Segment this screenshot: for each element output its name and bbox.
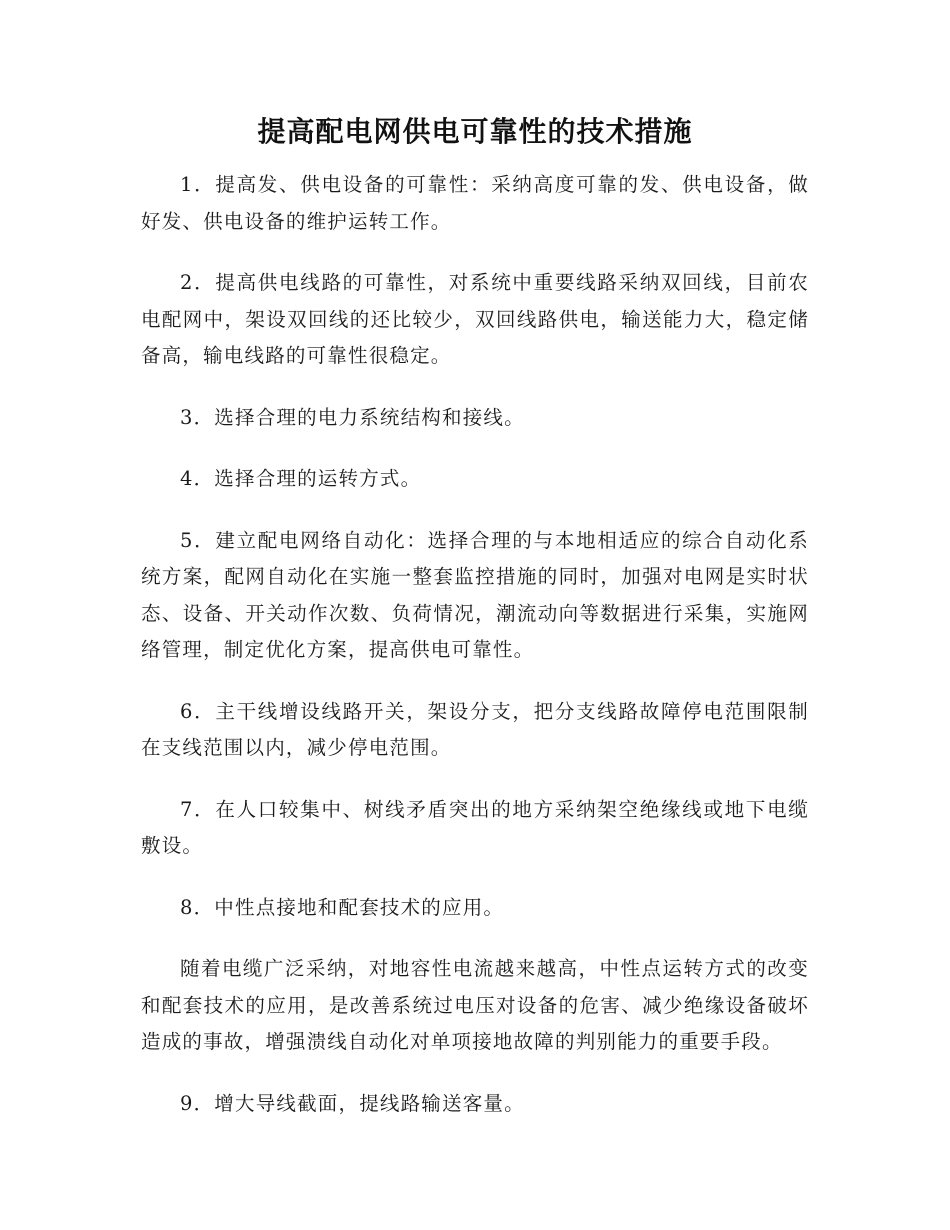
paragraph-2: 2．提高供电线路的可靠性，对系统中重要线路采纳双回线，目前农电配网中，架设双回线的还比较少，双回线路供电，输送能力大，稳定储备高，输电线路的可靠性很稳定。 — [141, 271, 809, 367]
paragraph-7: 7．在人口较集中、树线矛盾突出的地方采纳架空绝缘线或地下电缆敷设。 — [141, 797, 809, 857]
paragraph-8: 8．中性点接地和配套技术的应用。 — [180, 895, 505, 919]
paragraph-3: 3．选择合理的电力系统结构和接线。 — [180, 405, 525, 429]
paragraph-6: 6．主干线增设线路开关，架设分支，把分支线路故障停电范围限制在支线范围以内，减少停电范围。 — [141, 699, 809, 759]
document-title: 提高配电网供电可靠性的技术措施 — [257, 115, 693, 148]
paragraph-8-detail: 随着电缆广泛采纳，对地容性电流越来越高，中性点运转方式的改变和配套技术的应用，是改善系统过电压对设备的危害、减少绝缘设备破坏造成的事故，增强溃线自动化对单项接地故障的判别能力的重要手段。 — [141, 957, 809, 1053]
paragraph-4: 4．选择合理的运转方式。 — [180, 467, 422, 490]
paragraph-9: 9．增大导线截面，提线路输送客量。 — [180, 1091, 525, 1115]
paragraph-1: 1．提高发、供电设备的可靠性：采纳高度可靠的发、供电设备，做好发、供电设备的维护运转工作。 — [141, 173, 809, 233]
paragraph-5: 5．建立配电网络自动化：选择合理的与本地相适应的综合自动化系统方案，配网自动化在实施一整套监控措施的同时，加强对电网是实时状态、设备、开关动作次数、负荷情况，潮流动向等数据进行采集，实施网络管理，制定优化方案，提高供电可靠性。 — [141, 528, 809, 661]
document-body — [141, 167, 809, 1147]
